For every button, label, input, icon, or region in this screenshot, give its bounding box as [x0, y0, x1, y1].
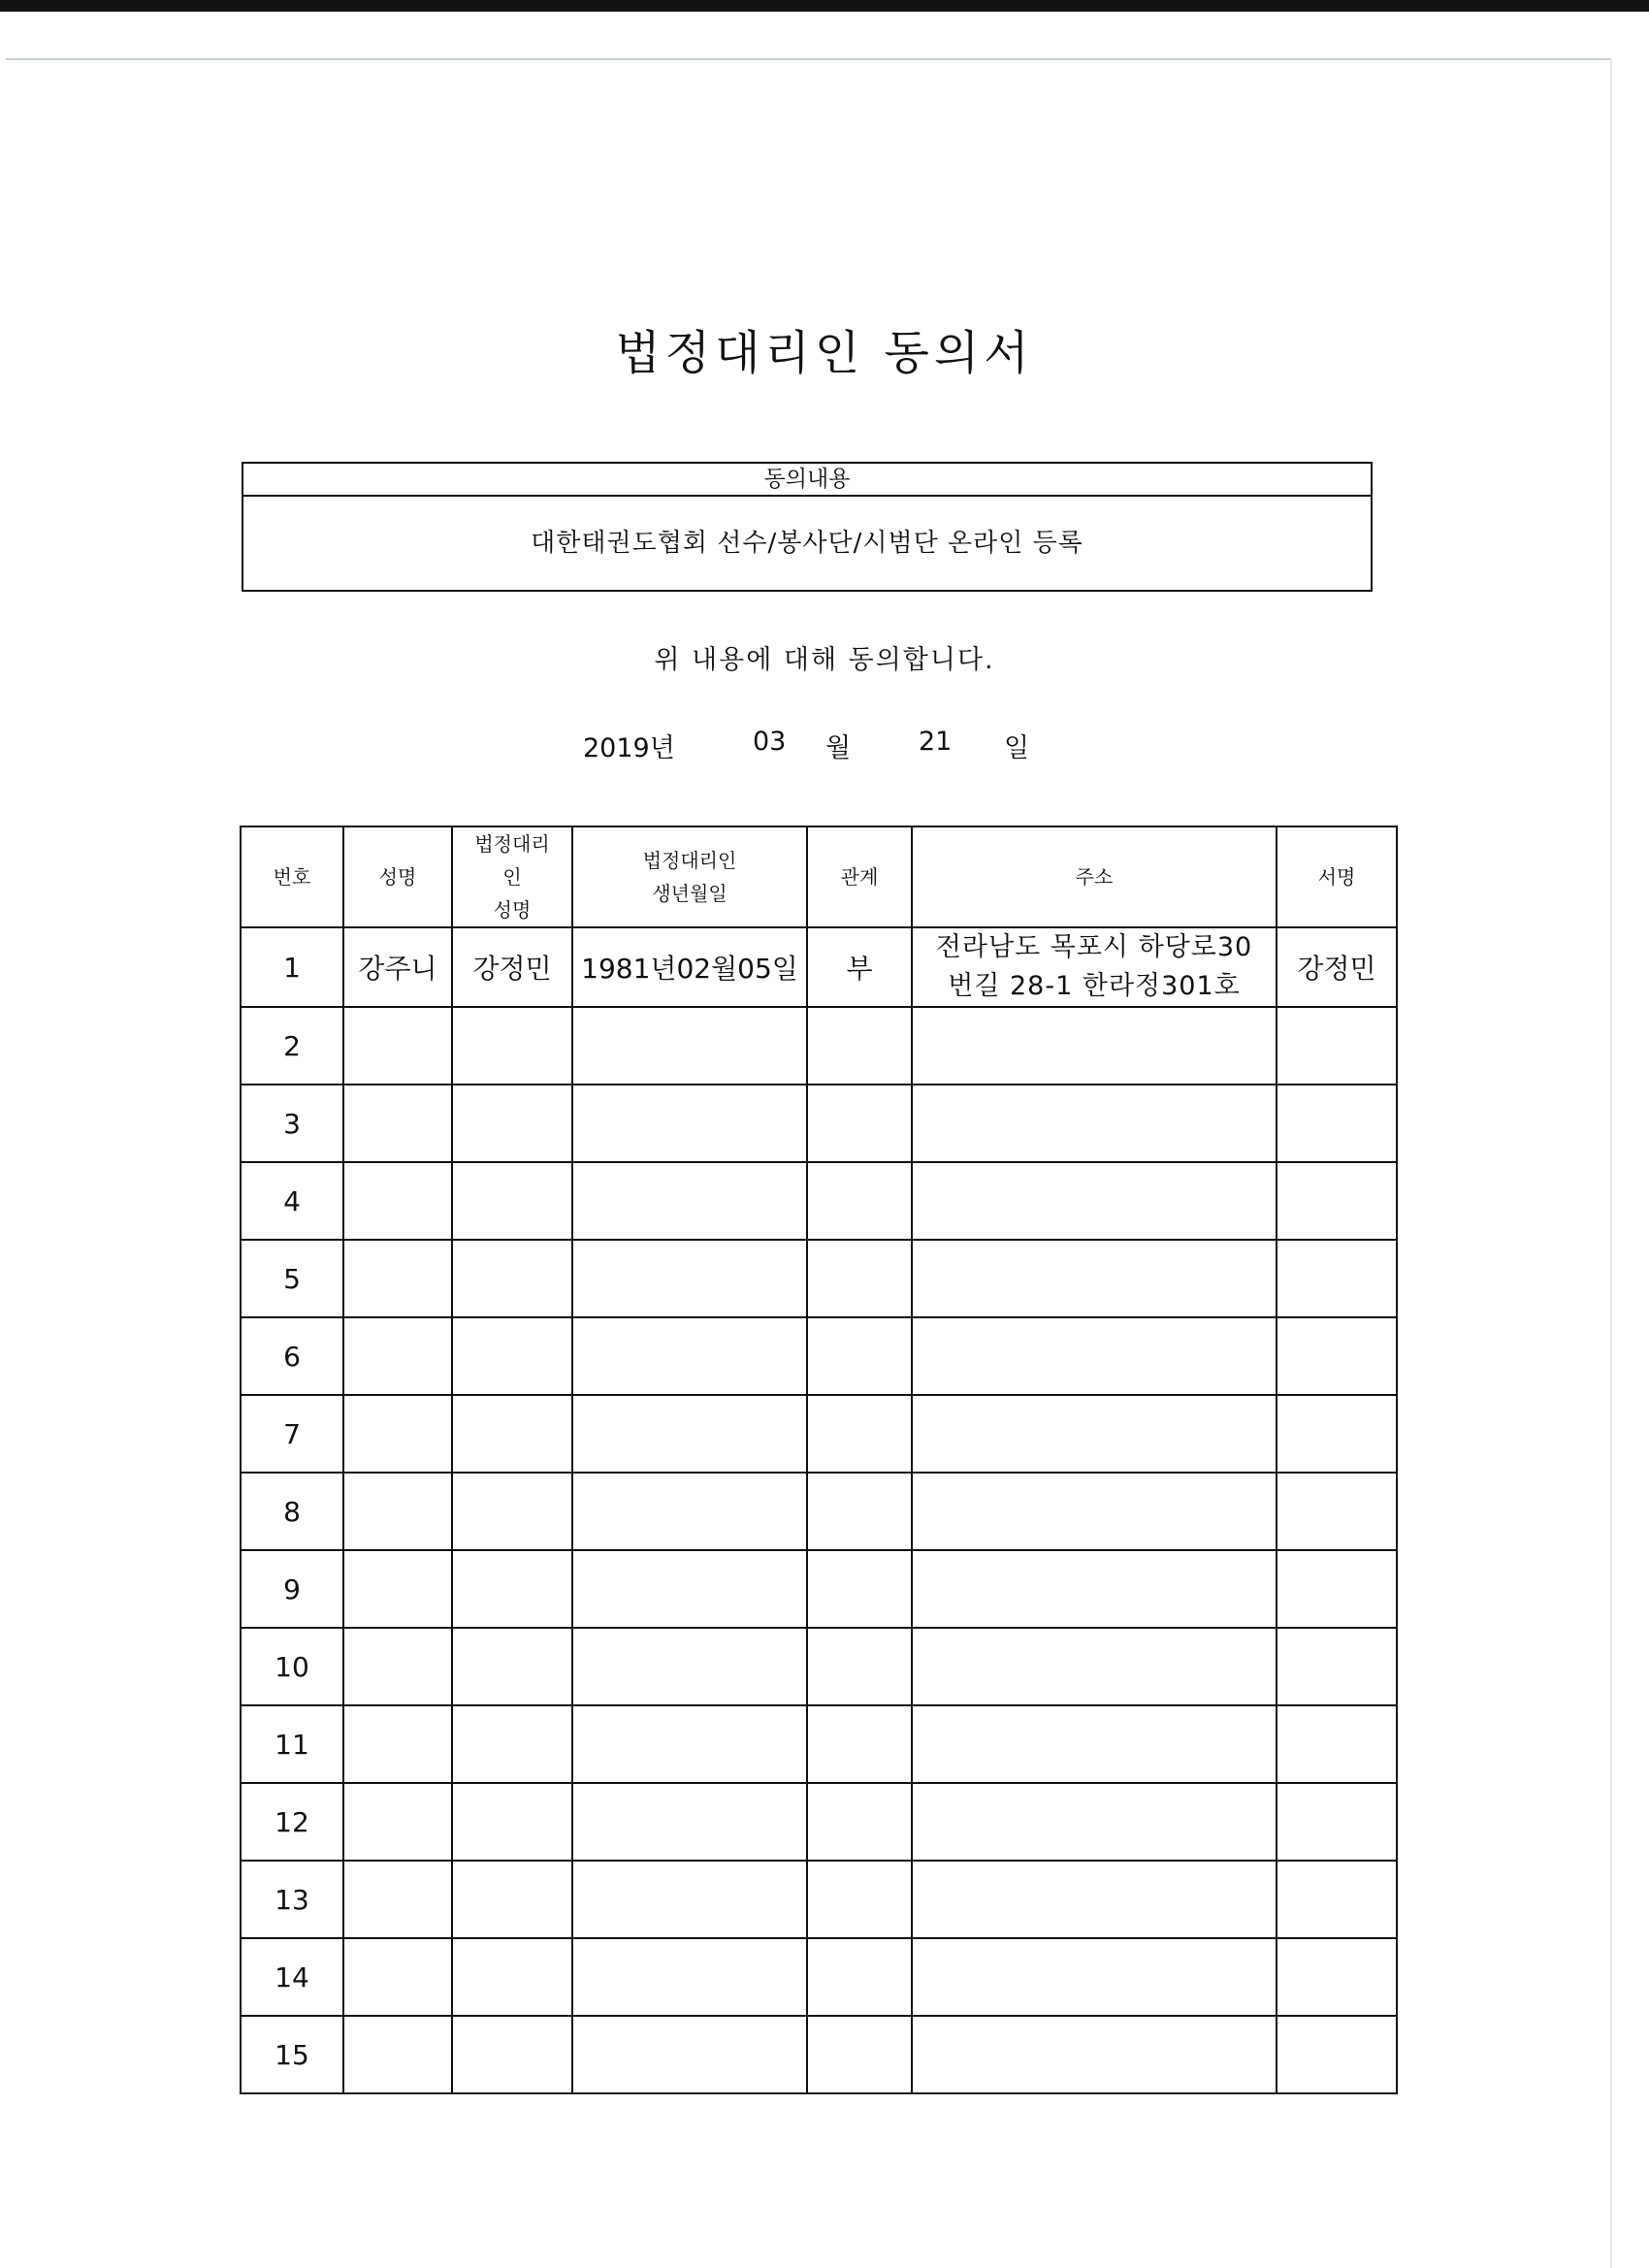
date-year: 2019년 [583, 733, 675, 763]
cell-address [912, 1705, 1277, 1783]
table-row [241, 2016, 1397, 2093]
cell-relation [807, 1162, 912, 1240]
cell-guardian-name [452, 1085, 572, 1162]
table-row [241, 1705, 1397, 1783]
cell-signature [1277, 1395, 1397, 1473]
cell-number: 11 [241, 1705, 343, 1783]
consent-content: 대한태권도협회 선수/봉사단/시범단 온라인 등록 [531, 529, 1083, 558]
cell-relation [807, 1938, 912, 2016]
cell-relation [807, 1007, 912, 1085]
cell-name [343, 1007, 452, 1085]
cell-number: 6 [241, 1317, 343, 1395]
cell-number: 7 [241, 1395, 343, 1473]
cell-relation [807, 1861, 912, 1938]
cell-guardian-name [452, 1473, 572, 1550]
cell-signature [1277, 1162, 1397, 1240]
cell-guardian-name [452, 1550, 572, 1628]
table-row [241, 1783, 1397, 1861]
cell-guardian-name [452, 2016, 572, 2093]
cell-signature: 강정민 [1277, 927, 1397, 1007]
cell-guardian-birthdate [572, 1861, 807, 1938]
col-number-header: 번호 [241, 826, 343, 927]
cell-guardian-birthdate [572, 1317, 807, 1395]
document-title: 법정대리인 동의서 [615, 326, 1034, 380]
table-body [241, 927, 1397, 2093]
cell-guardian-birthdate [572, 1628, 807, 1705]
cell-name [343, 1628, 452, 1705]
cell-address [912, 1628, 1277, 1705]
cell-number: 1 [241, 927, 343, 1007]
table-row [241, 1162, 1397, 1240]
agreement-statement: 위 내용에 대해 동의합니다. [654, 645, 995, 675]
cell-name: 강주니 [343, 927, 452, 1007]
table-row [241, 1938, 1397, 2016]
scan-edge-line [6, 58, 1612, 60]
members-table [240, 826, 1398, 2094]
cell-guardian-birthdate [572, 1473, 807, 1550]
cell-name [343, 1783, 452, 1861]
table-row [241, 1628, 1397, 1705]
cell-relation [807, 1085, 912, 1162]
cell-guardian-birthdate [572, 2016, 807, 2093]
cell-address [912, 1240, 1277, 1317]
cell-guardian-name: 강정민 [452, 927, 572, 1007]
cell-guardian-birthdate [572, 1162, 807, 1240]
cell-guardian-name [452, 1317, 572, 1395]
cell-number: 15 [241, 2016, 343, 2093]
col-guardian-birthdate-header: 법정대리인 생년월일 [572, 826, 807, 927]
cell-name [343, 1705, 452, 1783]
cell-number: 4 [241, 1162, 343, 1240]
cell-guardian-birthdate [572, 1240, 807, 1317]
cell-guardian-birthdate [572, 1085, 807, 1162]
cell-guardian-birthdate [572, 1938, 807, 2016]
cell-number: 2 [241, 1007, 343, 1085]
cell-guardian-birthdate: 1981년02월05일 [572, 927, 807, 1007]
cell-guardian-name [452, 1861, 572, 1938]
table-row [241, 927, 1397, 1007]
cell-relation [807, 1395, 912, 1473]
cell-guardian-name [452, 1628, 572, 1705]
table-row [241, 1395, 1397, 1473]
table-header-row [241, 826, 1397, 927]
cell-name [343, 1395, 452, 1473]
cell-address [912, 1550, 1277, 1628]
cell-number: 9 [241, 1550, 343, 1628]
cell-signature [1277, 1085, 1397, 1162]
scan-right-edge [1610, 58, 1612, 2268]
cell-address [912, 1007, 1277, 1085]
cell-signature [1277, 1938, 1397, 2016]
cell-signature [1277, 1240, 1397, 1317]
cell-guardian-birthdate [572, 1395, 807, 1473]
cell-address [912, 1395, 1277, 1473]
date-month: 03 [753, 727, 787, 757]
cell-name [343, 1162, 452, 1240]
consent-box [242, 462, 1373, 592]
date-day-label: 일 [1004, 733, 1030, 763]
cell-relation [807, 1550, 912, 1628]
cell-number: 12 [241, 1783, 343, 1861]
cell-guardian-name [452, 1240, 572, 1317]
date-month-label: 월 [825, 733, 852, 763]
table-row [241, 1473, 1397, 1550]
col-relation-header: 관계 [807, 826, 912, 927]
col-guardian-name-header: 법정대리 인 성명 [452, 826, 572, 927]
cell-guardian-name [452, 1395, 572, 1473]
cell-relation: 부 [807, 927, 912, 1007]
cell-name [343, 2016, 452, 2093]
cell-name [343, 1861, 452, 1938]
cell-relation [807, 2016, 912, 2093]
cell-name [343, 1317, 452, 1395]
cell-number: 13 [241, 1861, 343, 1938]
date-day: 21 [919, 727, 953, 757]
cell-signature [1277, 1317, 1397, 1395]
cell-guardian-name [452, 1938, 572, 2016]
cell-relation [807, 1240, 912, 1317]
cell-guardian-name [452, 1705, 572, 1783]
cell-number: 5 [241, 1240, 343, 1317]
cell-signature [1277, 1783, 1397, 1861]
cell-guardian-name [452, 1162, 572, 1240]
cell-name [343, 1550, 452, 1628]
cell-guardian-name [452, 1783, 572, 1861]
cell-relation [807, 1705, 912, 1783]
cell-number: 10 [241, 1628, 343, 1705]
col-name-header: 성명 [343, 826, 452, 927]
table-row [241, 1861, 1397, 1938]
cell-relation [807, 1628, 912, 1705]
cell-address [912, 1162, 1277, 1240]
cell-relation [807, 1317, 912, 1395]
table-row [241, 1240, 1397, 1317]
cell-number: 8 [241, 1473, 343, 1550]
cell-address [912, 1085, 1277, 1162]
cell-signature [1277, 1628, 1397, 1705]
cell-guardian-birthdate [572, 1705, 807, 1783]
scan-top-border [0, 0, 1649, 12]
col-signature-header: 서명 [1277, 826, 1397, 927]
cell-number: 14 [241, 1938, 343, 2016]
consent-header: 동의내용 [243, 464, 1371, 497]
cell-address [912, 1861, 1277, 1938]
cell-address [912, 1317, 1277, 1395]
cell-name [343, 1473, 452, 1550]
col-address-header: 주소 [912, 826, 1277, 927]
cell-guardian-birthdate [572, 1783, 807, 1861]
cell-signature [1277, 1550, 1397, 1628]
cell-address [912, 1473, 1277, 1550]
cell-number: 3 [241, 1085, 343, 1162]
cell-signature [1277, 1705, 1397, 1783]
cell-signature [1277, 1007, 1397, 1085]
cell-guardian-birthdate [572, 1550, 807, 1628]
cell-address: 전라남도 목포시 하당로30 번길 28-1 한라정301호 [912, 927, 1277, 1007]
cell-relation [807, 1783, 912, 1861]
cell-address [912, 1783, 1277, 1861]
cell-name [343, 1240, 452, 1317]
cell-name [343, 1085, 452, 1162]
table-row [241, 1550, 1397, 1628]
cell-address [912, 2016, 1277, 2093]
table-row [241, 1317, 1397, 1395]
cell-signature [1277, 1861, 1397, 1938]
table-row [241, 1085, 1397, 1162]
cell-name [343, 1938, 452, 2016]
cell-relation [807, 1473, 912, 1550]
table-row [241, 1007, 1397, 1085]
cell-signature [1277, 2016, 1397, 2093]
cell-guardian-name [452, 1007, 572, 1085]
cell-guardian-birthdate [572, 1007, 807, 1085]
cell-signature [1277, 1473, 1397, 1550]
cell-address [912, 1938, 1277, 2016]
